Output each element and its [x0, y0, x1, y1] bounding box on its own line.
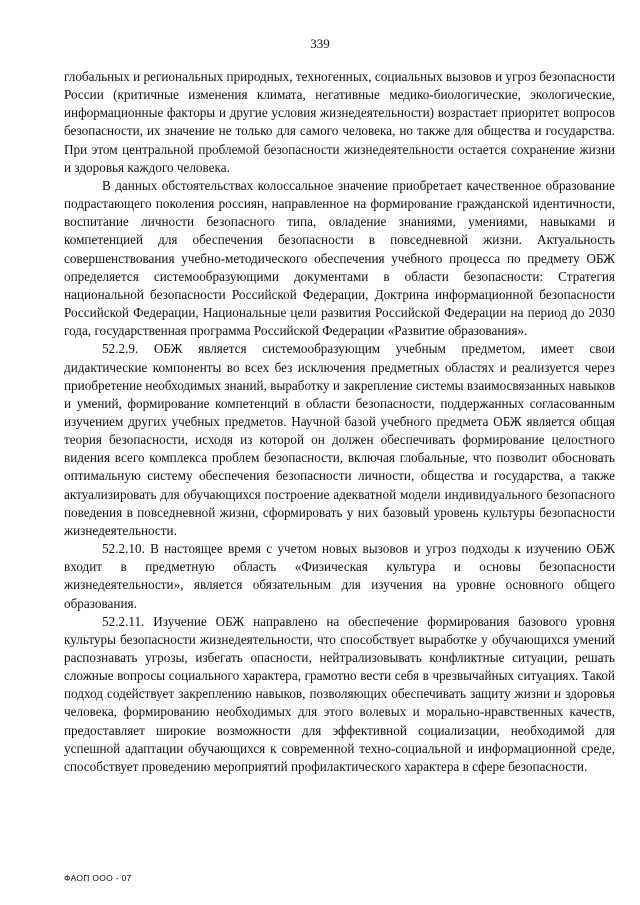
- paragraph-52-2-11: 52.2.11. Изучение ОБЖ направлено на обеспечение формирования базового уровня культуры безопасности жизнедеятельности, что способствует выработке у обучающихся умений распознавать угрозы, избегать опасности, нейтрализовывать конфликтные ситуации, решать сложные вопросы социального характера, грамотно вести себя в чрезвычайных ситуациях. Такой подход содействует закреплению навыков, позволяющих обеспечивать защиту жизни и здоровья человека, формированию необходимых для этого волевых и морально-нравственных качеств, предоставляет широкие возможности для эффективной социализации, необходимой для успешной адаптации обучающихся к современной техно-социальной и информационной среде, способствует проведению мероприятий профилактического характера в сфере безопасности.: [64, 613, 615, 774]
- paragraph-52-2-10: 52.2.10. В настоящее время с учетом новых вызовов и угроз подходы к изучению ОБЖ входит в предметную область «Физическая культура и основы безопасности жизнедеятельности», является обязательным для изучения на уровне основного общего образования.: [64, 541, 615, 611]
- paragraph-education-importance: В данных обстоятельствах колоссальное значение приобретает качественное образование подрастающего поколения россиян, направленное на формирование гражданской идентичности, воспитание личности безопасного типа, овладение знаниями, умениями, навыками и компетенцией для обеспечения безопасности в повседневной жизни. Актуальность совершенствования учебно-методического обеспечения учебного процесса по предмету ОБЖ определяется системообразующими документами в области безопасности: Стратегия национальной безопасности Российской Федерации, Доктрина информационной безопасности Российской Федерации, Национальные цели развития Российской Федерации на период до 2030 года, государственная программа Российской Федерации «Развитие образования».: [64, 177, 615, 339]
- document-body: [64, 68, 615, 776]
- paragraph-continuation: глобальных и региональных природных, техногенных, социальных вызовов и угроз безопасности России (критичные изменения климата, негативные медико-биологические, экологические, информационные факторы и другие условия жизнедеятельности) возрастает приоритет вопросов безопасности, их значение не только для самого человека, но также для общества и государства. При этом центральной проблемой безопасности жизнедеятельности остается сохранение жизни и здоровья каждого человека.: [64, 69, 615, 175]
- page-number: 339: [310, 36, 330, 51]
- footer-document-code: ФАОП ООО - 07: [64, 873, 132, 883]
- paragraph-52-2-9: 52.2.9. ОБЖ является системообразующим учебным предметом, имеет свои дидактические компоненты во всех без исключения предметных областях и реализуется через приобретение необходимых знаний, выработку и закрепление системы взаимосвязанных навыков и умений, формирование компетенций в области безопасности, поддержанных согласованным изучением других учебных предметов. Научной базой учебного предмета ОБЖ является общая теория безопасности, исходя из которой он должен обеспечивать формирование целостного видения всего комплекса проблем безопасности, включая глобальные, что позволит обосновать оптимальную систему обеспечения безопасности личности, общества и государства, а также актуализировать для обучающихся построение адекватной модели индивидуального безопасного поведения в повседневной жизни, сформировать у них базовый уровень культуры безопасности жизнедеятельности.: [64, 341, 615, 538]
